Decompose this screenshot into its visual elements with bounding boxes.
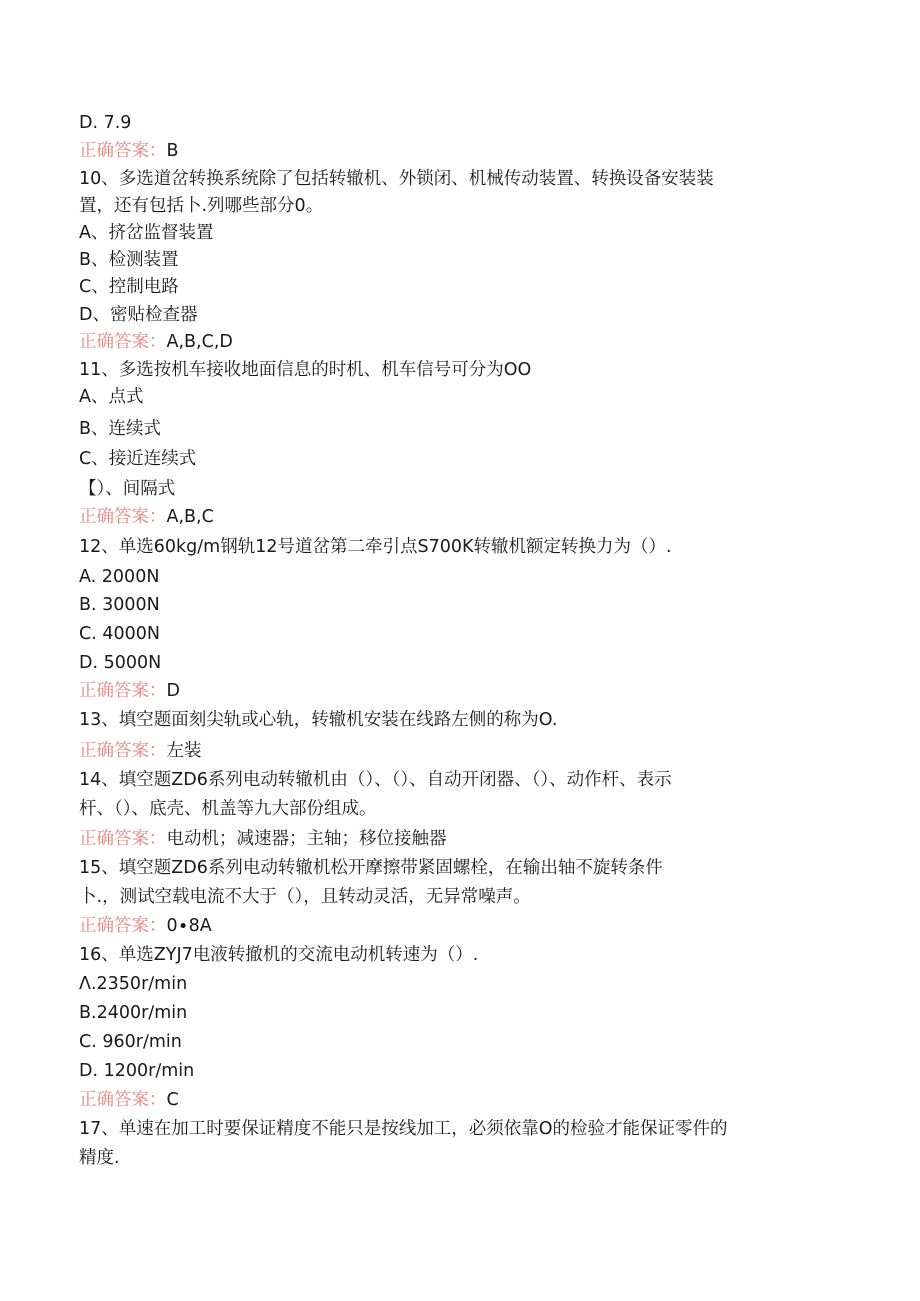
answer-line [79,139,179,163]
answer-line [79,827,447,851]
answer-label: 正确答案： [79,507,167,527]
answer-value: 0∙8A [166,916,212,936]
answer-line [79,505,214,529]
option-line: B.2400r∕min [79,1003,188,1023]
answer-line [79,679,180,703]
answer-label: 正确答案： [79,681,167,701]
option-line: C、接近连续式 [79,449,197,469]
question-line: 10、多选道岔转换系统除了包括转辙机、外锁闭、机械传动装置、转换设备安装装 [79,169,714,189]
question-line: 置，还有包括卜.列哪些部分0。 [79,196,324,216]
answer-line [79,1088,179,1112]
option-line: C. 960r∕min [79,1032,182,1052]
question-line: 15、填空题ZD6系列电动转辙机松开摩擦带紧固螺栓，在输出轴不旋转条件 [79,858,663,878]
answer-value: A,B,C [166,507,214,527]
option-line: A、挤岔监督装置 [79,223,214,243]
answer-value: 左装 [166,741,202,761]
option-line: A. 2000N [79,567,160,587]
question-line: 13、填空题面刻尖轨或心轨，转辙机安装在线路左侧的称为O. [79,710,558,730]
option-line: D. 7.9 [79,113,132,133]
option-line: Λ.2350r∕min [79,974,188,994]
answer-label: 正确答案： [79,1090,167,1110]
answer-value: D [166,681,180,701]
question-line: 12、单选60kg∕m钢轨12号道岔第二牵引点S700K转辙机额定转换力为（）. [79,537,672,557]
answer-line [79,330,233,354]
answer-label: 正确答案： [79,741,167,761]
question-line: 16、单选ZYJ7电液转撤机的交流电动机转速为（）. [79,945,479,965]
option-line: B、连续式 [79,419,162,439]
answer-label: 正确答案： [79,141,167,161]
answer-label: 正确答案： [79,829,167,849]
answer-line [79,739,202,763]
question-line: 14、填空题ZD6系列电动转辙机由（）、（）、自动开闭器、（）、动作杆、表示 [79,770,672,790]
option-line: D. 5000N [79,653,162,673]
answer-value: A,B,C,D [166,332,233,352]
option-line: A、点式 [79,387,144,407]
option-line: C、控制电路 [79,277,179,297]
option-line: C. 4000N [79,624,160,644]
answer-label: 正确答案： [79,332,167,352]
option-line: D、密贴检查器 [79,305,198,325]
question-line: 11、多选按机车接收地面信息的时机、机车信号可分为OO [79,360,532,380]
option-line: B、检测装置 [79,250,179,270]
question-line: 精度. [79,1148,120,1168]
question-line: 杆、（）、底壳、机盖等九大部份组成。 [79,799,377,819]
option-line: B. 3000N [79,595,160,615]
answer-line [79,914,212,938]
answer-value: 电动机；减速器；主轴；移位接触器 [166,829,447,849]
option-line: 【）、间隔式 [79,479,176,499]
answer-value: B [166,141,179,161]
answer-value: C [166,1090,179,1110]
question-line: 17、单速在加工时要保证精度不能只是按线加工，必须依靠O的检验才能保证零件的 [79,1119,728,1139]
option-line: D. 1200r∕min [79,1061,195,1081]
answer-label: 正确答案： [79,916,167,936]
question-line: 卜.，测试空载电流不大于（），且转动灵活，无异常噪声。 [79,887,531,907]
